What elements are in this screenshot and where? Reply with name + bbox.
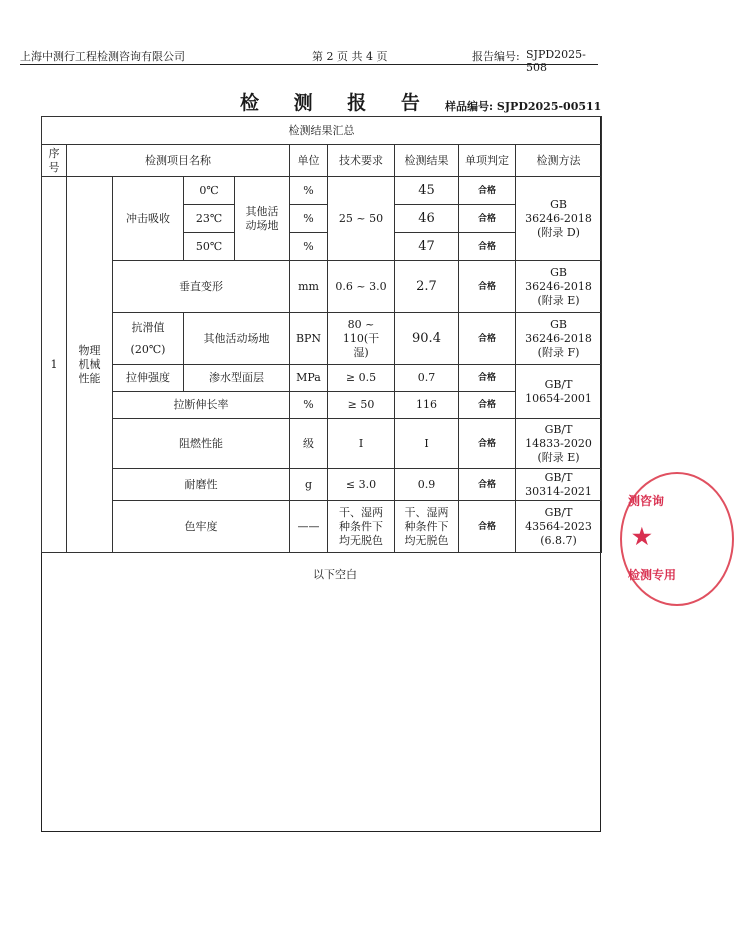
- color-res-a: 干、湿两: [404, 505, 449, 519]
- color-method-sec: (6.8.7): [540, 533, 577, 547]
- vertical-method-code: GB: [550, 265, 567, 279]
- tensile-result: 0.7: [395, 365, 459, 392]
- header-seq: 序号: [42, 145, 67, 177]
- flame-req: I: [328, 419, 395, 469]
- impact-method: [516, 177, 602, 261]
- seal-text-top: 测咨询: [628, 494, 665, 508]
- tensile-name: 拉伸强度: [113, 365, 184, 392]
- impact-temp-2: 50℃: [184, 233, 235, 261]
- wear-result: 0.9: [395, 469, 459, 501]
- color-judge: 合格: [459, 501, 516, 553]
- tensile-judge: 合格: [459, 365, 516, 392]
- slip-site: 其他活动场地: [184, 313, 290, 365]
- report-title: 检 测 报 告: [240, 92, 434, 114]
- wear-method-no: 30314-2021: [525, 484, 592, 498]
- color-res-b: 种条件下: [404, 519, 449, 533]
- color-res-c: 均无脱色: [404, 533, 449, 547]
- slip-method-code: GB: [550, 317, 567, 331]
- company-name: 上海中测行工程检测咨询有限公司: [20, 50, 185, 63]
- color-method: [516, 501, 602, 553]
- vertical-method-no: 36246-2018: [525, 279, 592, 293]
- vertical-result: 2.7: [395, 261, 459, 313]
- slip-judge: 合格: [459, 313, 516, 365]
- slip-method-app: (附录 F): [537, 345, 580, 359]
- tensile-method-no: 10654-2001: [525, 391, 592, 405]
- wear-name: 耐磨性: [113, 469, 290, 501]
- sample-no-label: 样品编号:: [445, 100, 494, 113]
- header-method: 检测方法: [516, 145, 602, 177]
- impact-label: 冲击吸收: [113, 177, 184, 261]
- tensile-req: ≥ 0.5: [328, 365, 395, 392]
- tensile-method: [516, 365, 602, 419]
- slip-method-no: 36246-2018: [525, 331, 592, 345]
- header-unit: 单位: [290, 145, 328, 177]
- flame-result: I: [395, 419, 459, 469]
- flame-name: 阻燃性能: [113, 419, 290, 469]
- elong-unit: %: [290, 392, 328, 419]
- color-req-a: 干、湿两: [339, 505, 383, 519]
- seq-cell: 1: [42, 177, 67, 553]
- wear-method: [516, 469, 602, 501]
- elong-result: 116: [395, 392, 459, 419]
- slip-req-b: 110(干: [342, 331, 380, 345]
- page-info: 第 2 页 共 4 页: [312, 50, 388, 63]
- wear-req: ≤ 3.0: [328, 469, 395, 501]
- table-caption: 检测结果汇总: [42, 117, 602, 145]
- impact-result-1: 46: [395, 205, 459, 233]
- sample-no-value: SJPD2025-00511: [496, 100, 602, 113]
- header-item: 检测项目名称: [67, 145, 290, 177]
- report-no: SJPD2025-508: [526, 48, 586, 74]
- flame-unit: 级: [290, 419, 328, 469]
- impact-method-code: GB: [550, 197, 567, 211]
- color-req: [328, 501, 395, 553]
- wear-unit: g: [290, 469, 328, 501]
- elong-req: ≥ 50: [328, 392, 395, 419]
- slip-req-c: 湿): [353, 345, 369, 359]
- sample-number: [445, 98, 601, 114]
- wear-judge: 合格: [459, 469, 516, 501]
- slip-req: [328, 313, 395, 365]
- slip-name: 抗滑值: [131, 320, 165, 334]
- company-seal: [620, 472, 734, 606]
- flame-method: [516, 419, 602, 469]
- flame-method-code: GB/T: [544, 422, 573, 436]
- color-req-b: 种条件下: [339, 519, 383, 533]
- slip-result: 90.4: [395, 313, 459, 365]
- color-req-c: 均无脱色: [339, 533, 383, 547]
- impact-unit-2: %: [290, 233, 328, 261]
- tensile-sub: 渗水型面层: [184, 365, 290, 392]
- impact-judge-1: 合格: [459, 205, 516, 233]
- flame-method-app: (附录 E): [537, 450, 580, 464]
- elong-judge: 合格: [459, 392, 516, 419]
- vertical-req: 0.6 ~ 3.0: [328, 261, 395, 313]
- vertical-method-app: (附录 E): [537, 293, 580, 307]
- impact-method-no: 36246-2018: [525, 211, 592, 225]
- slip-temp: (20℃): [130, 342, 166, 356]
- impact-temp-0: 0℃: [184, 177, 235, 205]
- tensile-method-code: GB/T: [544, 377, 573, 391]
- flame-method-no: 14833-2020: [525, 436, 592, 450]
- header-judge: 单项判定: [459, 145, 516, 177]
- impact-result-2: 47: [395, 233, 459, 261]
- slip-unit: BPN: [290, 313, 328, 365]
- vertical-name: 垂直变形: [113, 261, 290, 313]
- tensile-unit: MPa: [290, 365, 328, 392]
- color-name: 色牢度: [113, 501, 290, 553]
- blank-note: 以下空白: [313, 568, 357, 581]
- color-result: [395, 501, 459, 553]
- impact-unit-0: %: [290, 177, 328, 205]
- elong-name: 拉断伸长率: [113, 392, 290, 419]
- impact-temp-1: 23℃: [184, 205, 235, 233]
- color-method-no: 43564-2023: [525, 519, 592, 533]
- impact-method-app: (附录 D): [537, 225, 580, 239]
- impact-judge-2: 合格: [459, 233, 516, 261]
- slip-req-a: 80 ~: [347, 317, 375, 331]
- seal-text-bottom: 检测专用: [628, 568, 677, 582]
- slip-name-cell: [113, 313, 184, 365]
- vertical-unit: mm: [290, 261, 328, 313]
- impact-result-0: 45: [395, 177, 459, 205]
- group-cell: 物理机械性能: [67, 177, 113, 553]
- impact-site: 其他活动场地: [235, 177, 290, 261]
- impact-unit-1: %: [290, 205, 328, 233]
- vertical-judge: 合格: [459, 261, 516, 313]
- wear-method-code: GB/T: [544, 470, 573, 484]
- header-result: 检测结果: [395, 145, 459, 177]
- impact-req: 25 ~ 50: [328, 177, 395, 261]
- impact-judge-0: 合格: [459, 177, 516, 205]
- flame-judge: 合格: [459, 419, 516, 469]
- slip-method: [516, 313, 602, 365]
- vertical-method: [516, 261, 602, 313]
- seal-star-icon: ★: [632, 524, 652, 550]
- header-req: 技术要求: [328, 145, 395, 177]
- color-unit: ——: [290, 501, 328, 553]
- color-method-code: GB/T: [544, 505, 573, 519]
- results-table: [41, 116, 602, 553]
- report-no-label: 报告编号:: [472, 50, 520, 63]
- page-header: [20, 46, 598, 74]
